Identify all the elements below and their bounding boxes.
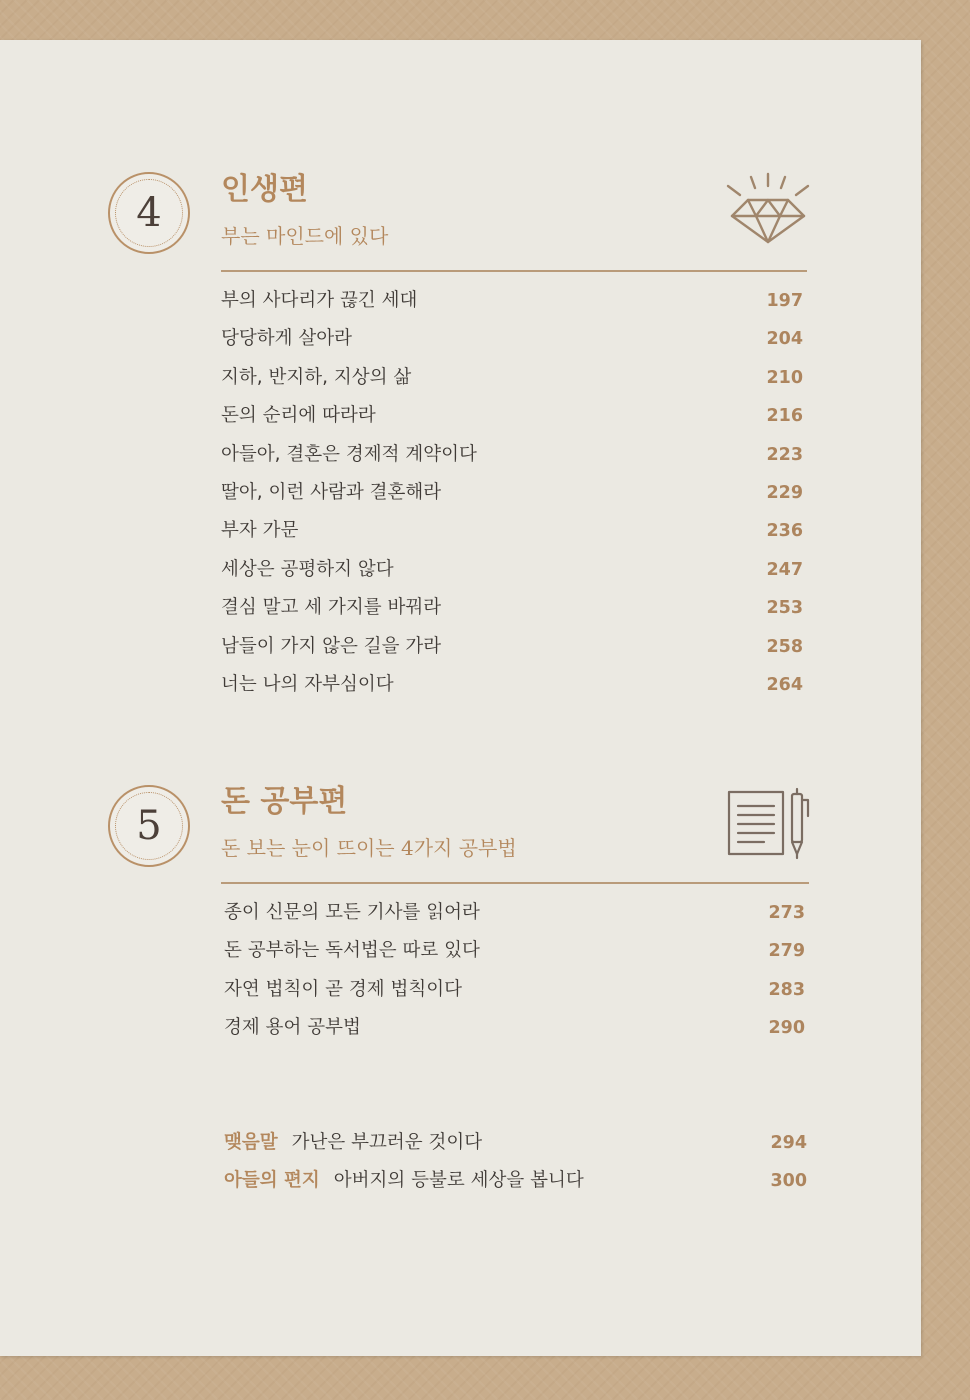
toc-entry[interactable] <box>221 397 803 435</box>
entry-page-number: 294 <box>770 1133 807 1153</box>
entry-page-number: 236 <box>766 521 803 542</box>
book-page <box>0 40 921 1356</box>
entry-page-number: 197 <box>766 291 803 311</box>
entry-page-number: 273 <box>768 903 805 923</box>
entry-title: 결심 말고 세 가지를 바꿔라 <box>221 597 442 619</box>
toc-entry[interactable] <box>221 628 803 666</box>
entry-page-number: 264 <box>766 674 803 695</box>
toc-entry[interactable] <box>221 589 803 627</box>
notepad-pen-icon <box>724 786 814 860</box>
entry-title: 부자 가문 <box>221 520 299 542</box>
entry-title: 딸아, 이런 사람과 결혼해라 <box>221 481 442 503</box>
entry-page-number: 204 <box>766 329 803 350</box>
toc-entry[interactable] <box>221 551 803 589</box>
section-number: 4 <box>136 190 162 236</box>
section-5-divider <box>221 882 809 884</box>
entry-title: 당당하게 살아라 <box>221 328 352 350</box>
section-5-title: 돈 공부편 <box>221 784 348 819</box>
toc-entry[interactable] <box>224 1009 805 1047</box>
entry-page-number: 223 <box>766 444 803 465</box>
closing-label: 아들의 편지 <box>224 1170 320 1192</box>
entry-title: 세상은 공평하지 않다 <box>221 558 394 580</box>
section-number: 5 <box>136 803 162 849</box>
closing-entry[interactable] <box>224 1162 807 1200</box>
toc-entry[interactable] <box>221 474 803 512</box>
closing-entry[interactable] <box>224 1124 807 1162</box>
diamond-icon <box>720 170 816 248</box>
toc-entry[interactable] <box>224 971 805 1009</box>
entry-page-number: 283 <box>768 979 805 1000</box>
entry-title: 경제 용어 공부법 <box>224 1017 361 1039</box>
section-4-number-badge <box>108 172 190 254</box>
entry-title: 돈 공부하는 독서법은 따로 있다 <box>224 940 480 962</box>
entry-title: 남들이 가지 않은 길을 가라 <box>221 635 442 657</box>
entry-page-number: 247 <box>766 559 803 580</box>
entry-title: 가난은 부끄러운 것이다 <box>291 1132 483 1153</box>
toc-entry[interactable] <box>221 282 803 320</box>
section-5-contents <box>224 894 805 1048</box>
toc-entry[interactable] <box>221 320 803 358</box>
section-4-divider <box>221 270 807 272</box>
entry-page-number: 279 <box>768 941 805 962</box>
entry-title: 너는 나의 자부심이다 <box>221 673 394 695</box>
entry-title: 지하, 반지하, 지상의 삶 <box>221 366 412 388</box>
entry-title: 부의 사다리가 끊긴 세대 <box>221 290 418 311</box>
entry-title: 자연 법칙이 곧 경제 법칙이다 <box>224 978 462 1000</box>
entry-page-number: 229 <box>766 482 803 503</box>
toc-entry[interactable] <box>224 894 805 932</box>
closing-contents <box>224 1124 807 1201</box>
entry-title: 아들아, 결혼은 경제적 계약이다 <box>221 443 477 465</box>
section-5-number-badge <box>108 785 190 867</box>
section-5-subtitle: 돈 보는 눈이 뜨이는 4가지 공부법 <box>221 836 517 860</box>
toc-entry[interactable] <box>221 666 803 704</box>
toc-entry[interactable] <box>224 932 805 970</box>
section-4-subtitle: 부는 마인드에 있다 <box>221 224 389 248</box>
section-4-title: 인생편 <box>221 172 308 207</box>
toc-entry[interactable] <box>221 359 803 397</box>
entry-page-number: 253 <box>766 598 803 619</box>
entry-page-number: 300 <box>770 1171 807 1192</box>
entry-page-number: 258 <box>766 636 803 657</box>
entry-page-number: 210 <box>766 367 803 388</box>
section-4-contents <box>221 282 803 704</box>
entry-page-number: 216 <box>766 406 803 427</box>
entry-page-number: 290 <box>768 1018 805 1039</box>
toc-entry[interactable] <box>221 512 803 550</box>
closing-label: 맺음말 <box>224 1132 278 1153</box>
entry-title: 아버지의 등불로 세상을 봅니다 <box>333 1170 584 1192</box>
toc-entry[interactable] <box>221 436 803 474</box>
entry-title: 돈의 순리에 따라라 <box>221 405 376 427</box>
entry-title: 종이 신문의 모든 기사를 읽어라 <box>224 902 480 923</box>
